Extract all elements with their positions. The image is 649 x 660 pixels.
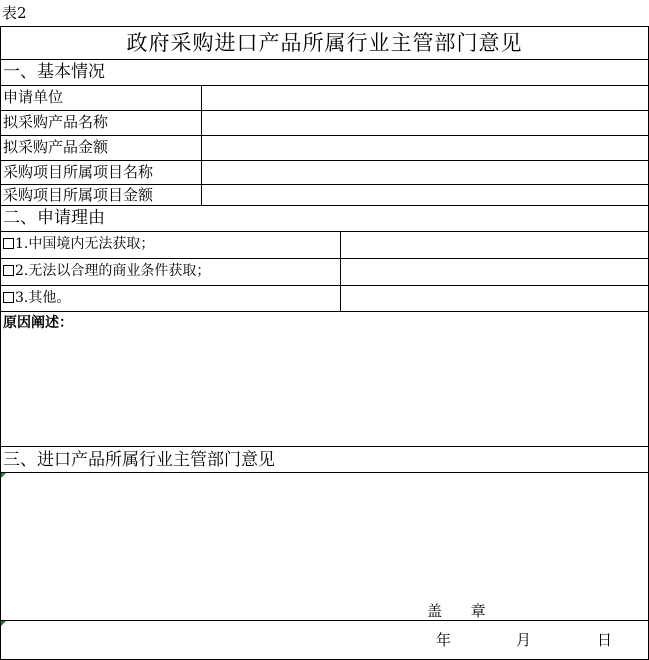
field-value-product-name[interactable] (205, 115, 645, 133)
section-heading-reasons: 二、申请理由 (3, 208, 105, 228)
reason-label: 原因阐述： (3, 315, 73, 331)
field-label-product-name: 拟采购产品名称 (3, 113, 109, 131)
field-value-product-amount[interactable] (205, 140, 645, 158)
field-label-product-amount: 拟采购产品金额 (3, 138, 109, 156)
field-value-project-name[interactable] (205, 165, 645, 182)
field-value-applicant[interactable] (205, 90, 645, 108)
field-label-project-amount: 采购项目所属项目金额 (3, 186, 154, 204)
option-label: 1.中国境内无法获取； (15, 236, 155, 252)
date-day-label: 日 (597, 631, 613, 649)
field-label-applicant: 申请单位 (3, 88, 64, 106)
section-heading-basic-info: 一、基本情况 (3, 62, 105, 82)
option-value-1[interactable] (344, 237, 644, 255)
option-other[interactable] (3, 291, 70, 305)
checkbox[interactable] (3, 265, 14, 276)
field-label-project-name: 采购项目所属项目名称 (3, 163, 154, 181)
option-value-2[interactable] (344, 264, 644, 282)
checkbox[interactable] (3, 292, 14, 303)
checkbox[interactable] (3, 238, 14, 249)
section-heading-authority-opinion: 三、进口产品所属行业主管部门意见 (3, 450, 275, 470)
option-label: 3.其他。 (15, 290, 71, 306)
opinion-textarea[interactable] (2, 478, 647, 598)
table-label: 表2 (2, 4, 27, 22)
reason-textarea[interactable] (2, 334, 647, 444)
form-title: 政府采购进口产品所属行业主管部门意见 (126, 31, 523, 55)
field-value-project-amount[interactable] (205, 188, 645, 204)
table-top-border (0, 26, 649, 27)
option-unavailable-domestically[interactable] (3, 237, 154, 251)
option-label: 2.无法以合理的商业条件获取； (15, 263, 211, 279)
cell-comment-marker (1, 621, 6, 626)
date-year-label: 年 (436, 631, 452, 649)
table-left-border (0, 26, 1, 660)
option-no-reasonable-terms[interactable] (3, 264, 210, 278)
option-value-3[interactable] (344, 291, 644, 309)
seal-label: 盖 章 (427, 602, 486, 620)
date-month-label: 月 (516, 631, 532, 649)
